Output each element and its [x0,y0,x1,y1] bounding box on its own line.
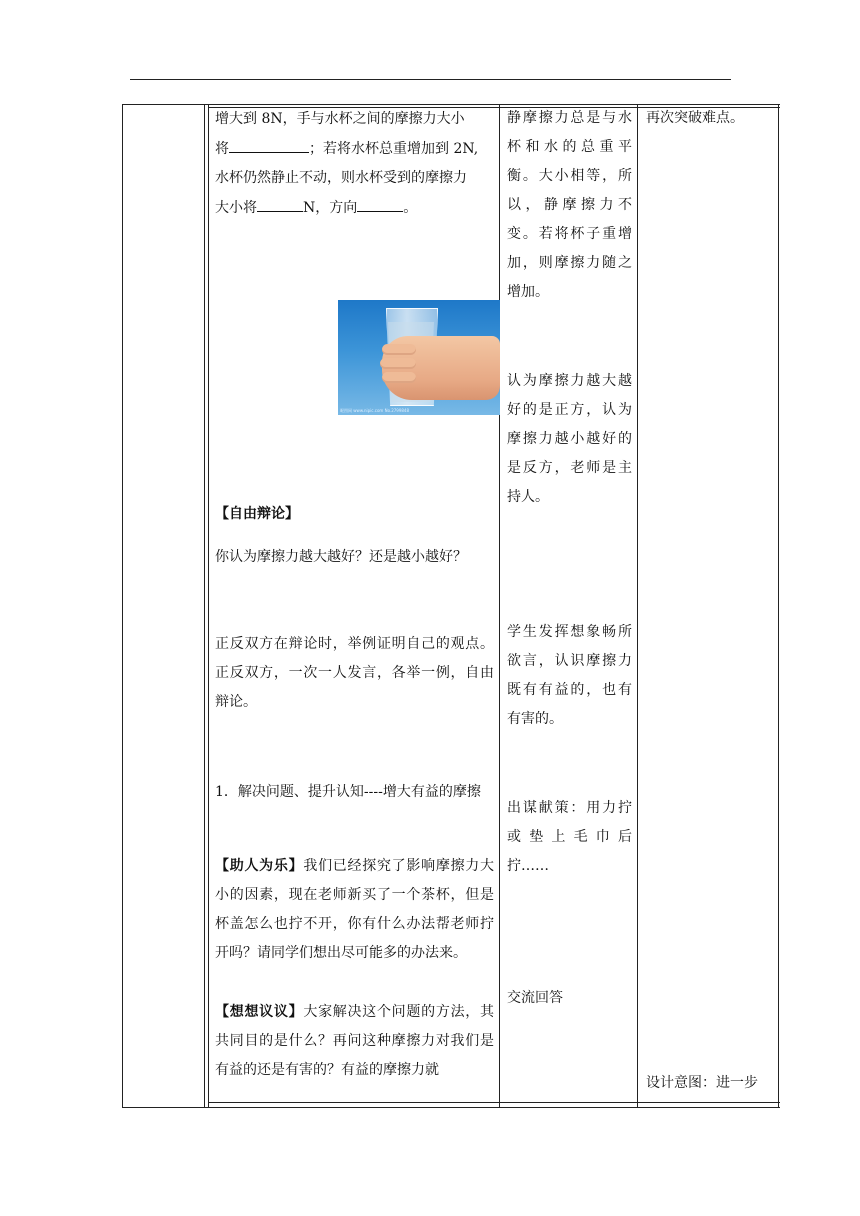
answer-blank-3 [357,193,403,212]
debate-roles-note: 认为摩擦力越大越好的是正方，认为摩擦力越小越好的是反方，老师是主持人。 [507,373,632,505]
column-divider-2 [499,104,500,1108]
debate-question: 你认为摩擦力越大越好？还是越小越好？ [215,549,467,565]
lesson-table [122,104,780,1108]
question-line-3: 水杯仍然静止不动，则水杯受到的摩擦力 [215,170,467,186]
finger-icon [382,372,416,383]
finger-icon [382,344,416,355]
table-bottom-border-inner [208,1102,780,1103]
section-heading-1: 1．解决问题、提升认知----增大有益的摩擦 [215,784,481,800]
question-line-1: 增大到 8N，手与水杯之间的摩擦力大小 [215,111,465,127]
answer-blank-2 [257,193,303,212]
table-bottom-border [122,1107,780,1108]
hand-holding-glass-photo [338,300,500,415]
column-divider-1a [204,104,205,1108]
answer-blank-1 [229,134,309,153]
photo-watermark: 昵图网 www.nipic.com No.2799848 [340,408,410,413]
column-divider-3 [637,104,638,1108]
column-divider-1b [208,104,209,1108]
question-line-4: 大小将 N，方向 。 [215,193,494,223]
finger-icon [380,358,416,369]
help-paragraph [215,852,494,968]
breakthrough-note: 再次突破难点。 [646,110,744,126]
debate-rules: 正反双方在辩论时，举例证明自己的观点。正反双方，一次一人发言，各举一例，自由辩论。 [215,636,494,710]
design-intent-note: 设计意图：进一步 [646,1075,758,1091]
question-line-2: 将 ；若将水杯总重增加到 2N, [215,134,494,164]
think-text: 大家解决这个问题的方法，其共同目的是什么？再问这种摩擦力对我们是有益的还是有害的？有益的摩擦力就 [215,1004,495,1078]
table-left-border [122,104,123,1108]
think-label: 【想想议议】 [215,1004,304,1020]
static-friction-note: 静摩擦力总是与水杯和水的总重平衡。大小相等，所以，静摩擦力不变。若将杯子重增加，则摩擦力随之增加。 [507,110,632,300]
think-paragraph [215,998,494,1085]
table-right-border [778,104,779,1108]
page-header-rule [130,79,731,80]
help-label: 【助人为乐】 [215,858,304,874]
help-text: 我们已经探究了影响摩擦力大小的因素，现在老师新买了一个茶杯，但是杯盖怎么也拧不开，你有什么办法帮老师拧开吗？请同学们想出尽可能多的办法来。 [215,858,495,961]
exchange-note: 交流回答 [507,990,563,1006]
debate-heading: 【自由辩论】 [215,506,299,522]
teaching-content-cell [215,105,494,223]
suggestion-note: 出谋献策：用力拧或垫上毛巾后拧…… [507,800,632,874]
imagination-note: 学生发挥想象畅所欲言，认识摩擦力既有有益的，也有有害的。 [507,624,632,727]
